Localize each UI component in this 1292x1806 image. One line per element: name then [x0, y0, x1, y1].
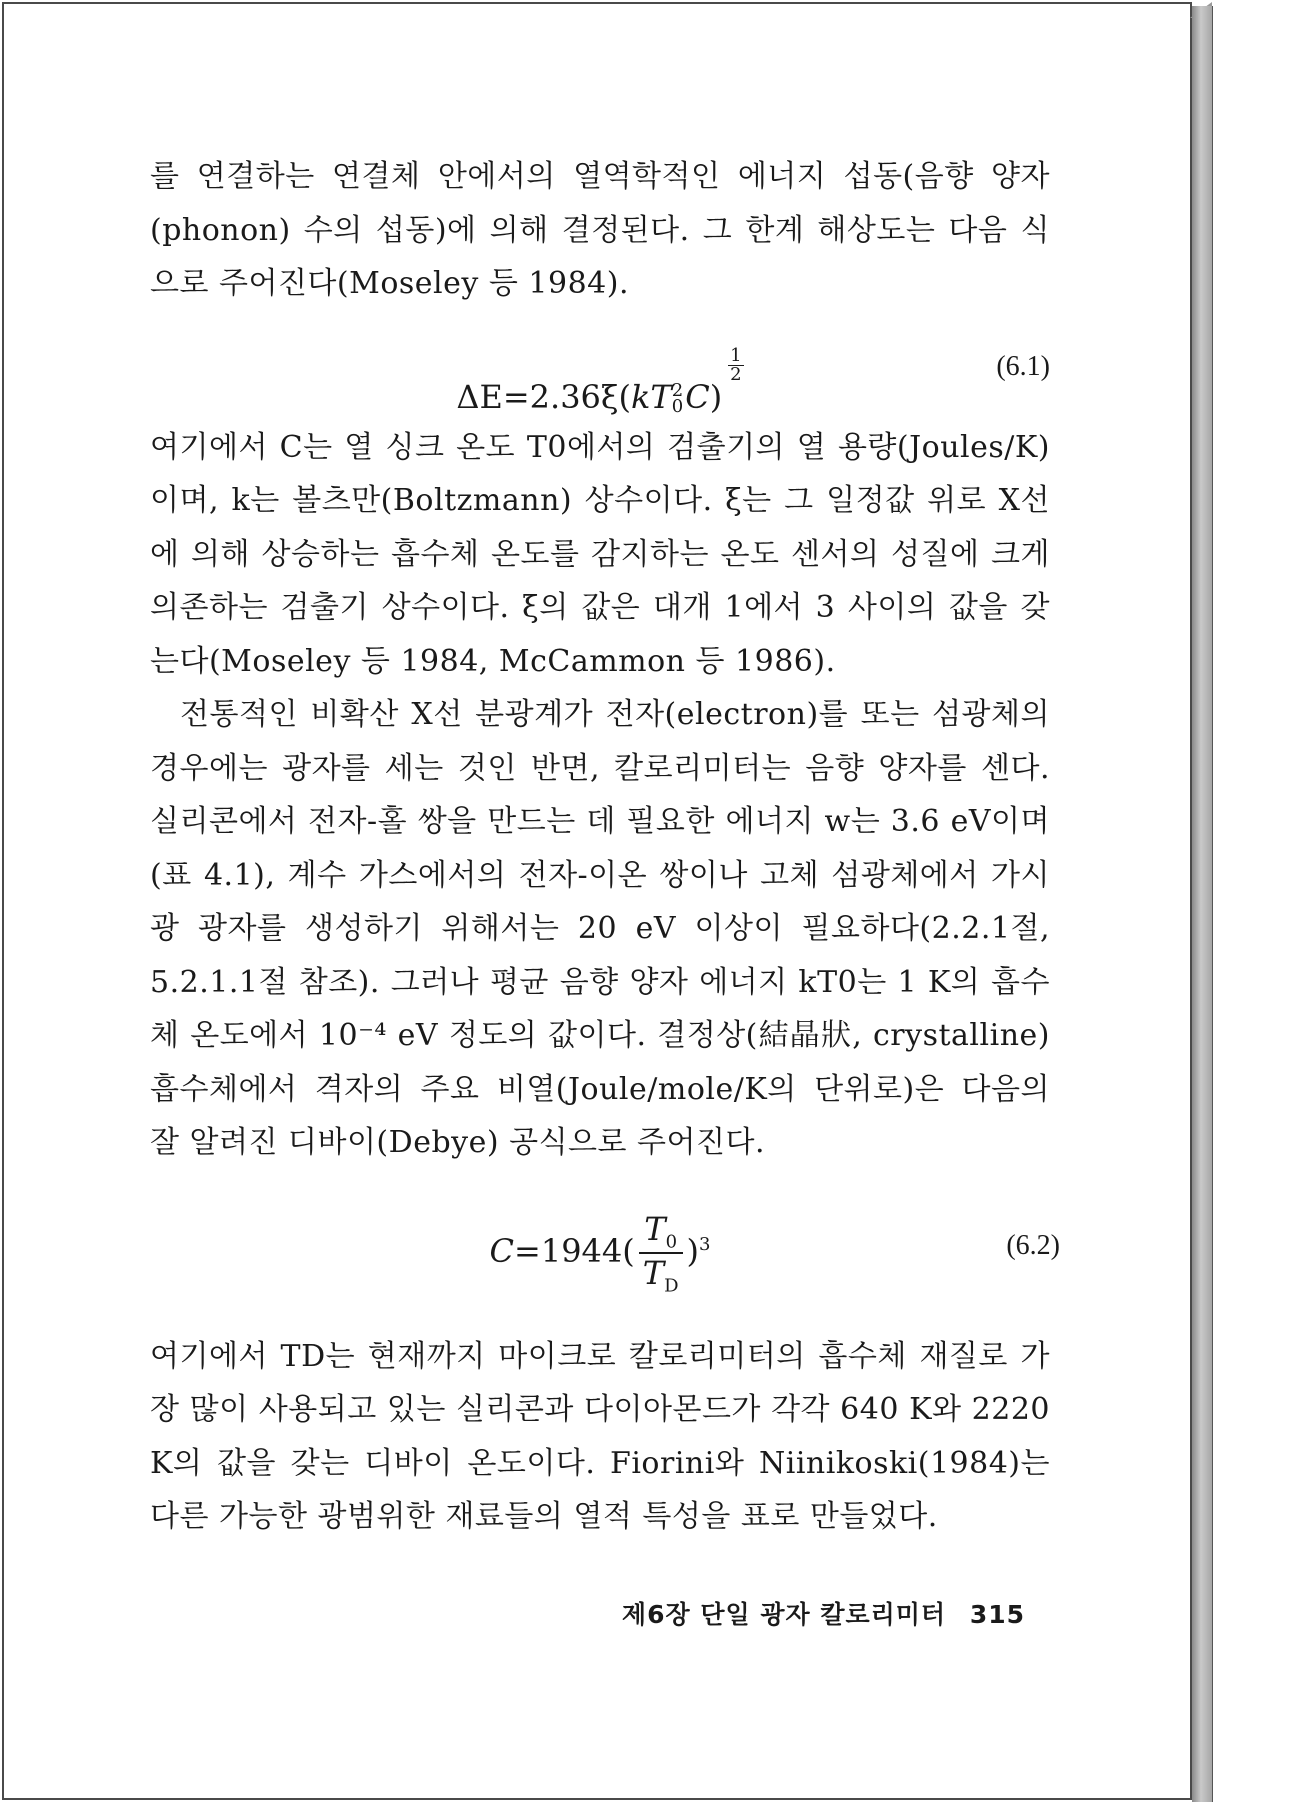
eq1-coefficient: 2.36ξ: [529, 377, 619, 416]
page-number: 315: [969, 1600, 1025, 1629]
eq1-C: C: [685, 377, 710, 416]
equation-6-1: [150, 311, 1050, 421]
paragraph-1: 를 연결하는 연결체 안에서의 열역학적인 에너지 섭동(음향 양자(phonon) 수의 섭동)에 의해 결정된다. 그 한계 해상도는 다음 식으로 주어진다(Moseley 등 1984).: [150, 159, 1050, 301]
equation-6-1-body: [150, 344, 1050, 417]
eq2-num: T: [644, 1209, 666, 1248]
equation-6-2-body: [150, 1210, 1050, 1297]
eq2-den: T: [642, 1253, 665, 1292]
eq1-equals: =: [502, 377, 530, 416]
eq2-coefficient: 1944(: [540, 1231, 635, 1270]
chapter-title: 제6장 단일 광자 칼로리미터: [621, 1600, 947, 1629]
eq2-den-sub: D: [664, 1275, 679, 1297]
eq1-sub: 0: [671, 396, 684, 417]
paragraph-3: 전통적인 비확산 X선 분광계가 전자(electron)를 또는 섬광체의 경우에는 광자를 세는 것인 반면, 칼로리미터는 음향 양자를 센다. 실리콘에서 전자-홀 쌍을 만드는 데 필요한 에너지 w는 3.6 eV이며(표 4.1), 계수 가스에서의 전자-이온 쌍이나 고체 섬광체에서 가시광 광자를 생성하기 위해서는 20 eV 이상이 필요하다(2.2.1절, 5.2.1.1절 참조). 그러나 평균 음향 양자 에너지 kT0는 1 K의 흡수체 온도에서 10⁻⁴ eV 정도의 값이다. 결정상(結晶狀, crystalline) 흡수체에서 격자의 주요 비열(Joule/mole/K의 단위로)은 다음의 잘 알려진 디바이(Debye) 공식으로 주어진다.: [150, 697, 1050, 1160]
paragraph-2: 여기에서 C는 열 싱크 온도 T0에서의 검출기의 열 용량(Joules/K)이며, k는 볼츠만(Boltzmann) 상수이다. ξ는 그 일정값 위로 X선에 의해 상승하는 흡수체 온도를 감지하는 온도 센서의 성질에 크게 의존하는 검출기 상수이다. ξ의 값은 대개 1에서 3 사이의 값을 갖는다(Moseley 등 1984, McCammon 등 1986).: [150, 429, 1050, 679]
paragraph-4: 여기에서 TD는 현재까지 마이크로 칼로리미터의 흡수체 재질로 가장 많이 사용되고 있는 실리콘과 다이아몬드가 각각 640 K와 2220 K의 값을 갖는 디바이 온도이다. Fiorini와 Niinikoski(1984)는 다른 가능한 광범위한 재료들의 열적 특성을 표로 만들었다.: [150, 1338, 1050, 1534]
page-content: [150, 150, 1060, 1544]
eq2-close-paren: ): [686, 1231, 700, 1270]
eq1-open-paren: (: [618, 377, 632, 416]
eq1-exp-num: 1: [730, 344, 742, 366]
page-stack-edge: [1192, 6, 1213, 1802]
eq1-lhs: ΔE: [456, 377, 503, 416]
eq2-num-sub: 0: [665, 1230, 678, 1252]
eq2-exp: 3: [699, 1233, 711, 1255]
eq2-lhs: C: [489, 1231, 515, 1270]
eq1-exp-den: 2: [730, 363, 742, 385]
eq2-fraction: [639, 1210, 683, 1297]
eq1-close-paren: ): [709, 377, 723, 416]
equation-number-6-2: (6.2): [1006, 1229, 1060, 1261]
eq1-T: T: [650, 377, 672, 416]
eq1-k: k: [631, 377, 651, 416]
equation-number-6-1: (6.1): [996, 350, 1050, 382]
eq2-equals: =: [514, 1231, 541, 1270]
eq1-sup: 2: [671, 380, 684, 401]
equation-6-2: [150, 1170, 1060, 1330]
running-footer: [150, 1595, 1025, 1631]
